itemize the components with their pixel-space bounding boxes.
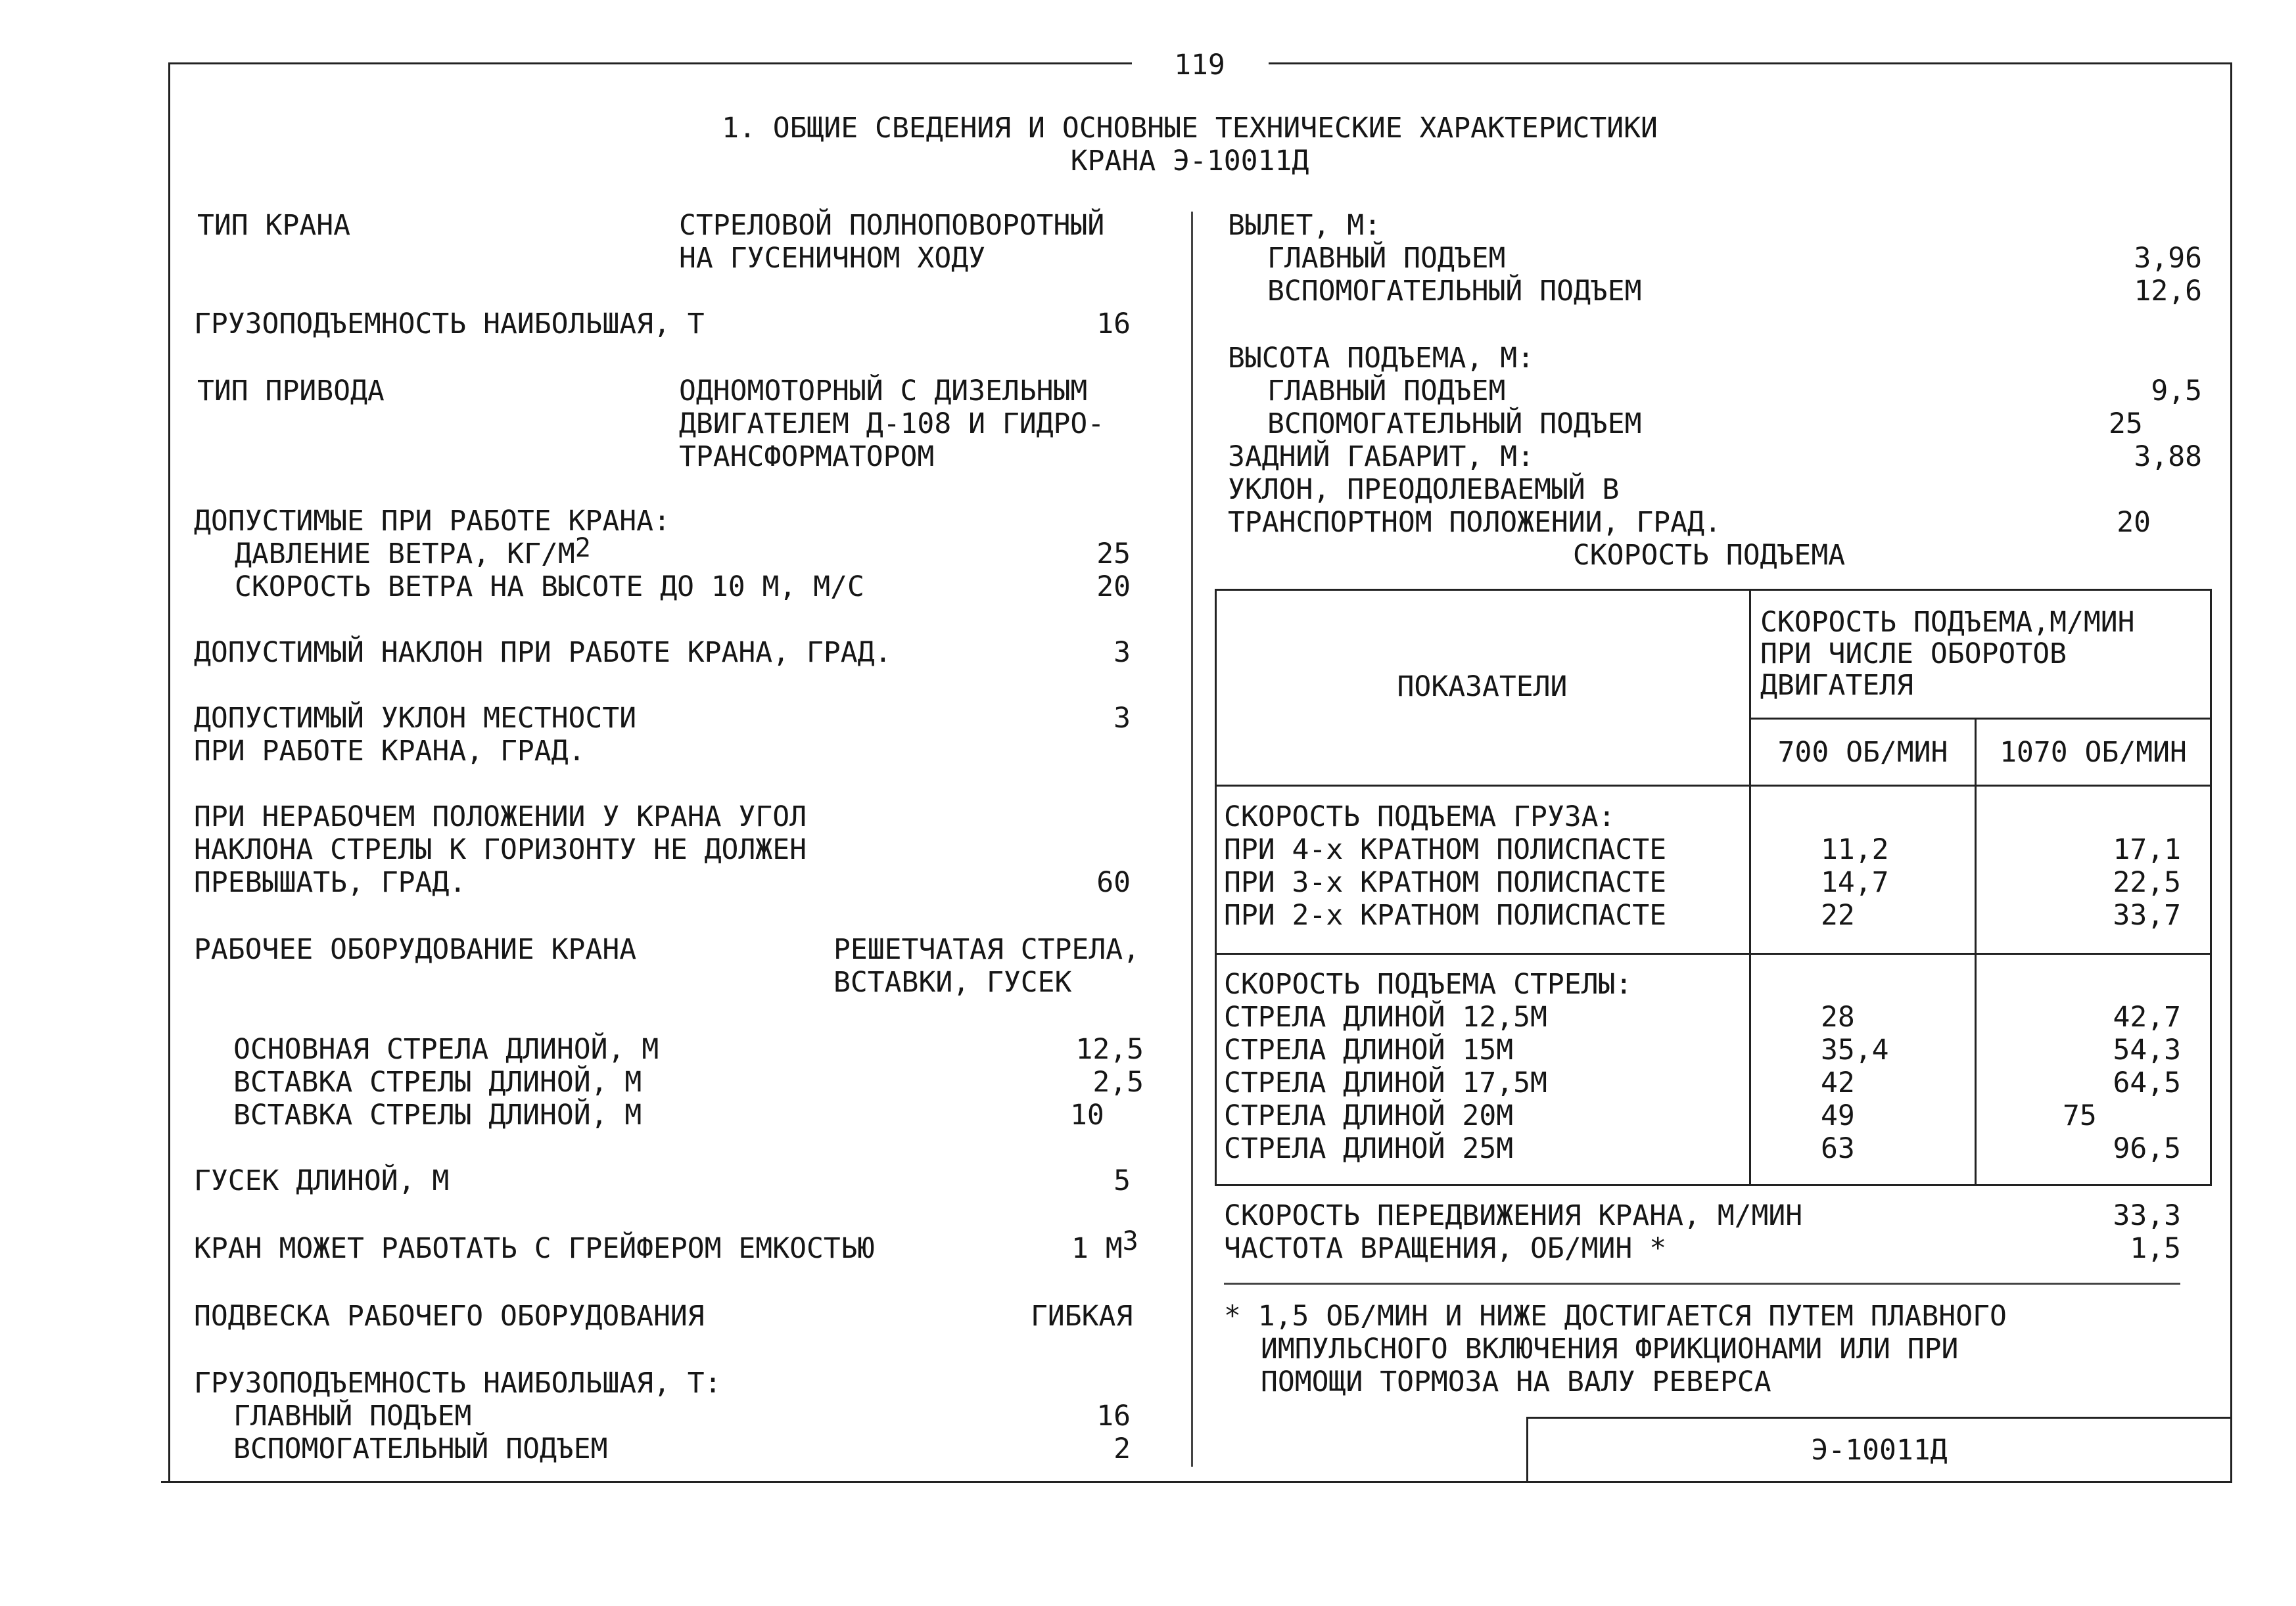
- allowed-label: ДОПУСТИМЫЕ ПРИ РАБОТЕ КРАНА:: [194, 505, 670, 538]
- frame-top-left: [168, 62, 1132, 64]
- frame-bottom: [161, 1481, 2232, 1483]
- reach-main-label: ГЛАВНЫЙ ПОДЪЕМ: [1267, 242, 1506, 275]
- equipment-value-1: РЕШЕТЧАТАЯ СТРЕЛА,: [833, 933, 1140, 966]
- table-row-label: СТРЕЛА ДЛИНОЙ 12,5М: [1224, 1001, 1547, 1034]
- grab-value: 1 М: [1071, 1232, 1123, 1265]
- capacity-value: 16: [1096, 308, 1131, 340]
- wind-speed-label: СКОРОСТЬ ВЕТРА НА ВЫСОТЕ ДО 10 М, М/С: [235, 570, 864, 603]
- table-bottom: [1215, 1184, 2212, 1186]
- main-hoist-value: 16: [1096, 1400, 1131, 1433]
- table-cell-700: 28: [1821, 1001, 1855, 1034]
- table-cell-700: 42: [1821, 1067, 1855, 1099]
- grab-value-row: [1071, 1226, 1138, 1266]
- footnote-separator: [1224, 1283, 2180, 1285]
- table-col-group-2: ПРИ ЧИСЛЕ ОБОРОТОВ: [1760, 637, 2067, 670]
- table-cell-700: 35,4: [1821, 1034, 1889, 1067]
- table-cell-1070: 96,5: [2113, 1132, 2181, 1165]
- table-section-heading: СКОРОСТЬ ПОДЪЕМА СТРЕЛЫ:: [1224, 968, 1633, 1001]
- wind-pressure-value: 25: [1096, 538, 1131, 570]
- equipment-value-2: ВСТАВКИ, ГУСЕК: [833, 966, 1072, 999]
- table-cell-1070: 42,7: [2113, 1001, 2181, 1034]
- grab-label: КРАН МОЖЕТ РАБОТАТЬ С ГРЕЙФЕРОМ ЕМКОСТЬЮ: [194, 1232, 875, 1265]
- main-hoist-label: ГЛАВНЫЙ ПОДЪЕМ: [233, 1400, 472, 1433]
- table-top: [1215, 589, 2212, 591]
- travel-label: СКОРОСТЬ ПЕРЕДВИЖЕНИЯ КРАНА, М/МИН: [1224, 1199, 1803, 1232]
- table-cell-1070: 75: [2063, 1099, 2097, 1132]
- idle-label-3: ПРЕВЫШАТЬ, ГРАД.: [194, 866, 467, 899]
- main-boom-label: ОСНОВНАЯ СТРЕЛА ДЛИНОЙ, М: [233, 1033, 659, 1066]
- rear-label: ЗАДНИЙ ГАБАРИТ, М:: [1228, 440, 1534, 473]
- table-section-heading: СКОРОСТЬ ПОДЪЕМА ГРУЗА:: [1224, 800, 1616, 833]
- jib-value: 5: [1113, 1164, 1131, 1197]
- idle-value: 60: [1096, 866, 1131, 899]
- slope-label-1: ДОПУСТИМЫЙ УКЛОН МЕСТНОСТИ: [194, 702, 637, 735]
- reach-aux-value: 12,6: [2134, 275, 2202, 308]
- footnote-line-2: ИМПУЛЬСНОГО ВКЛЮЧЕНИЯ ФРИКЦИОНАМИ ИЛИ ПРИ: [1261, 1333, 1959, 1365]
- drive-value-2: ДВИГАТЕЛЕМ Д-108 И ГИДРО-: [679, 407, 1105, 440]
- reach-main-value: 3,96: [2134, 242, 2202, 275]
- crane-type-value-2: НА ГУСЕНИЧНОМ ХОДУ: [679, 242, 985, 275]
- crane-type-value-1: СТРЕЛОВОЙ ПОЛНОПОВОРОТНЫЙ: [679, 209, 1105, 242]
- insert-2-label: ВСТАВКА СТРЕЛЫ ДЛИНОЙ, М: [233, 1099, 642, 1132]
- idle-label-2: НАКЛОНА СТРЕЛЫ К ГОРИЗОНТУ НЕ ДОЛЖЕН: [194, 833, 807, 866]
- table-cell-1070: 33,7: [2113, 899, 2181, 932]
- wind-pressure-label: ДАВЛЕНИЕ ВЕТРА, КГ/М: [235, 538, 575, 570]
- slope-label-2: ПРИ РАБОТЕ КРАНА, ГРАД.: [194, 735, 586, 768]
- wind-speed-value: 20: [1096, 570, 1131, 603]
- height-aux-value: 25: [2109, 407, 2143, 440]
- suspension-value: ГИБКАЯ: [1031, 1300, 1133, 1333]
- page-title-line-1: 1. ОБЩИЕ СВЕДЕНИЯ И ОСНОВНЫЕ ТЕХНИЧЕСКИЕ ХАРАКТЕРИСТИКИ: [722, 112, 1658, 145]
- tilt-label: ДОПУСТИМЫЙ НАКЛОН ПРИ РАБОТЕ КРАНА, ГРАД.: [194, 636, 892, 669]
- table-cell-700: 49: [1821, 1099, 1855, 1132]
- frame-left: [168, 62, 170, 1483]
- footnote-line-3: ПОМОЩИ ТОРМОЗА НА ВАЛУ РЕВЕРСА: [1261, 1365, 1771, 1398]
- table-col-700: 700 ОБ/МИН: [1777, 736, 1948, 769]
- insert-1-value: 2,5: [1092, 1066, 1144, 1099]
- table-cell-700: 11,2: [1821, 833, 1889, 866]
- table-row-label: СТРЕЛА ДЛИНОЙ 20М: [1224, 1099, 1514, 1132]
- wind-pressure-row: [235, 533, 591, 571]
- height-label: ВЫСОТА ПОДЪЕМА, М:: [1228, 342, 1534, 375]
- table-row-label: СТРЕЛА ДЛИНОЙ 25М: [1224, 1132, 1514, 1165]
- transport-label-2: ТРАНСПОРТНОМ ПОЛОЖЕНИИ, ГРАД.: [1228, 506, 1722, 539]
- jib-label: ГУСЕК ДЛИНОЙ, М: [194, 1164, 450, 1197]
- equipment-label: РАБОЧЕЕ ОБОРУДОВАНИЕ КРАНА: [194, 933, 637, 966]
- table-row-label: ПРИ 2-х КРАТНОМ ПОЛИСПАСТЕ: [1224, 899, 1667, 932]
- frame-top-right: [1269, 62, 2232, 64]
- table-row-label: СТРЕЛА ДЛИНОЙ 17,5М: [1224, 1067, 1547, 1099]
- height-aux-label: ВСПОМОГАТЕЛЬНЫЙ ПОДЪЕМ: [1267, 407, 1642, 440]
- drive-value-1: ОДНОМОТОРНЫЙ С ДИЗЕЛЬНЫМ: [679, 375, 1088, 407]
- tilt-value: 3: [1113, 636, 1131, 669]
- table-row-label: СТРЕЛА ДЛИНОЙ 15М: [1224, 1034, 1514, 1067]
- rotation-value: 1,5: [2130, 1232, 2181, 1265]
- column-divider: [1191, 212, 1193, 1467]
- table-cell-1070: 17,1: [2113, 833, 2181, 866]
- table-cell-1070: 64,5: [2113, 1067, 2181, 1099]
- transport-value: 20: [2117, 506, 2151, 539]
- height-main-value: 9,5: [2151, 375, 2202, 407]
- travel-value: 33,3: [2113, 1199, 2181, 1232]
- aux-hoist-value: 2: [1113, 1433, 1131, 1465]
- table-cell-1070: 22,5: [2113, 866, 2181, 899]
- table-header-mid: [1750, 718, 2212, 720]
- height-main-label: ГЛАВНЫЙ ПОДЪЕМ: [1267, 375, 1506, 407]
- table-cell-700: 22: [1821, 899, 1855, 932]
- table-header-bottom: [1215, 785, 2212, 787]
- table-cell-700: 14,7: [1821, 866, 1889, 899]
- drive-value-3: ТРАНСФОРМАТОРОМ: [679, 440, 935, 473]
- table-right: [2210, 589, 2212, 1186]
- main-boom-value: 12,5: [1075, 1033, 1144, 1066]
- table-col-1070: 1070 ОБ/МИН: [2000, 736, 2187, 769]
- table-col-divider-2: [1975, 718, 1977, 1186]
- rotation-label: ЧАСТОТА ВРАЩЕНИЯ, ОБ/МИН *: [1224, 1232, 1667, 1265]
- table-col-divider-1: [1749, 589, 1751, 1186]
- frame-right: [2230, 62, 2232, 1483]
- table-cell-1070: 54,3: [2113, 1034, 2181, 1067]
- reach-aux-label: ВСПОМОГАТЕЛЬНЫЙ ПОДЪЕМ: [1267, 275, 1642, 308]
- capacity2-label: ГРУЗОПОДЪЕМНОСТЬ НАИБОЛЬШАЯ, Т:: [194, 1367, 722, 1400]
- footnote-line-1: * 1,5 ОБ/МИН И НИЖЕ ДОСТИГАЕТСЯ ПУТЕМ ПЛАВНОГО: [1224, 1300, 2007, 1333]
- page-number: 119: [1174, 49, 1225, 81]
- suspension-label: ПОДВЕСКА РАБОЧЕГО ОБОРУДОВАНИЯ: [194, 1300, 705, 1333]
- wind-pressure-sup: 2: [574, 533, 591, 563]
- table-section-divider: [1215, 953, 2212, 955]
- idle-label-1: ПРИ НЕРАБОЧЕМ ПОЛОЖЕНИИ У КРАНА УГОЛ: [194, 800, 807, 833]
- insert-2-value: 10: [1070, 1099, 1104, 1132]
- grab-sup: 3: [1122, 1226, 1138, 1256]
- transport-label-1: УКЛОН, ПРЕОДОЛЕВАЕМЫЙ В: [1228, 473, 1620, 506]
- rear-value: 3,88: [2134, 440, 2202, 473]
- table-col-group-1: СКОРОСТЬ ПОДЪЕМА,М/МИН: [1760, 606, 2135, 639]
- table-col-indicators: ПОКАЗАТЕЛИ: [1397, 670, 1568, 703]
- capacity-label: ГРУЗОПОДЪЕМНОСТЬ НАИБОЛЬШАЯ, Т: [194, 308, 705, 340]
- insert-1-label: ВСТАВКА СТРЕЛЫ ДЛИНОЙ, М: [233, 1066, 642, 1099]
- table-caption: СКОРОСТЬ ПОДЪЕМА: [1572, 539, 1846, 572]
- table-row-label: ПРИ 4-х КРАТНОМ ПОЛИСПАСТЕ: [1224, 833, 1667, 866]
- drive-label: ТИП ПРИВОДА: [197, 375, 385, 407]
- stamp-code: Э-10011Д: [1811, 1434, 1948, 1467]
- table-row-label: ПРИ 3-х КРАТНОМ ПОЛИСПАСТЕ: [1224, 866, 1667, 899]
- reach-label: ВЫЛЕТ, М:: [1228, 209, 1381, 242]
- slope-value: 3: [1113, 702, 1131, 735]
- stamp-top: [1526, 1417, 2232, 1419]
- table-col-group-3: ДВИГАТЕЛЯ: [1760, 669, 1913, 702]
- aux-hoist-label: ВСПОМОГАТЕЛЬНЫЙ ПОДЪЕМ: [233, 1433, 608, 1465]
- page-title-line-2: КРАНА Э-10011Д: [1070, 145, 1309, 177]
- crane-type-label: ТИП КРАНА: [197, 209, 350, 242]
- table-cell-700: 63: [1821, 1132, 1855, 1165]
